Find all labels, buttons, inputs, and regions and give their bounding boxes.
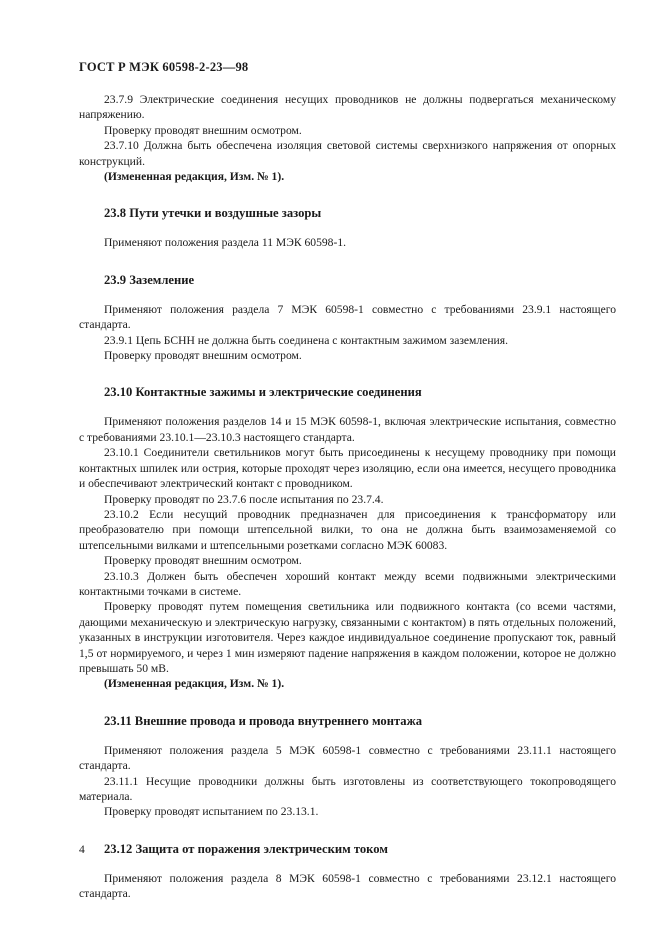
amendment-note: (Измененная редакция, Изм. № 1).: [104, 170, 285, 184]
paragraph: 23.9.1 Цепь БСНН не должна быть соединена с контактным зажимом заземления.: [104, 333, 508, 347]
amendment-note: (Измененная редакция, Изм. № 1).: [104, 677, 285, 691]
paragraph: 23.7.10 Должна быть обеспечена изоляция световой системы сверхнизкого напряжения от опорных конструкций.: [79, 139, 616, 168]
section-heading-23-8: 23.8 Пути утечки и воздушные зазоры: [104, 206, 322, 221]
paragraph: 23.11.1 Несущие проводники должны быть изготовлены из соответствующего токопроводящего материала.: [79, 774, 616, 803]
section-heading-23-10: 23.10 Контактные зажимы и электрические соединения: [104, 385, 422, 400]
paragraph: Проверку проводят внешним осмотром.: [104, 123, 302, 137]
paragraph: 23.10.3 Должен быть обеспечен хороший контакт между всеми подвижными электрическими контактными точками в системе.: [79, 569, 616, 598]
paragraph: 23.10.1 Соединители светильников могут быть присоединены к несущему проводнику при помощи контактных шпилек или острия, которые проходят через изоляцию, если она имеется, несущего проводника и обеспечивают электрический контакт с проводником.: [79, 446, 616, 491]
paragraph: Проверку проводят путем помещения светильника или подвижного контакта (со всеми частями, дающими механическую и электрическую нагрузку, связанными с контактом) в пять отдельных положений, указанных в инструкции изготовителя. Через каждое индивидуальное соединение пропускают ток, равный 1,5 от нормируемого, и через 1 мин измеряют падение напряжения в каждом положении, которое не должно превышать 50 мВ.: [79, 600, 616, 675]
paragraph: Проверку проводят испытанием по 23.13.1.: [104, 805, 319, 819]
paragraph: Применяют положения раздела 11 МЭК 60598-1.: [104, 236, 347, 250]
paragraph: Применяют положения раздела 5 МЭК 60598-1 совместно с требованиями 23.11.1 настоящего стандарта.: [79, 743, 616, 773]
paragraph: 23.10.2 Если несущий проводник предназначен для присоединения к трансформатору или преобразователю при помощи штепсельной вилки, то она не должна быть взаимозаменяемой со штепсельными вилками и штепсельными розетками согласно МЭК 60083.: [79, 507, 616, 552]
paragraph: Применяют положения раздела 7 МЭК 60598-1 совместно с требованиями 23.9.1 настоящего стандарта.: [79, 302, 616, 332]
paragraph: Проверку проводят внешним осмотром.: [104, 554, 302, 568]
paragraph: Применяют положения раздела 8 МЭК 60598-1 совместно с требованиями 23.12.1 настоящего стандарта.: [79, 871, 616, 901]
section-heading-23-9: 23.9 Заземление: [104, 272, 195, 287]
paragraph: Проверку проводят по 23.7.6 после испытания по 23.7.4.: [104, 492, 384, 506]
paragraph: Проверку проводят внешним осмотром.: [104, 349, 302, 363]
section-heading-23-12: 23.12 Защита от поражения электрическим током: [104, 841, 388, 856]
document-header: ГОСТ Р МЭК 60598-2-23—98: [79, 60, 249, 74]
page-number: 4: [79, 843, 85, 856]
paragraph: 23.7.9 Электрические соединения несущих проводников не должны подвергаться механическому напряжению.: [79, 93, 616, 122]
paragraph: Применяют положения разделов 14 и 15 МЭК 60598-1, включая электрические испытания, совместно с требованиями 23.10.1—23.10.3 настоящего стандарта.: [79, 415, 616, 444]
document-body: [79, 92, 616, 902]
section-heading-23-11: 23.11 Внешние провода и провода внутреннего монтажа: [104, 713, 423, 728]
